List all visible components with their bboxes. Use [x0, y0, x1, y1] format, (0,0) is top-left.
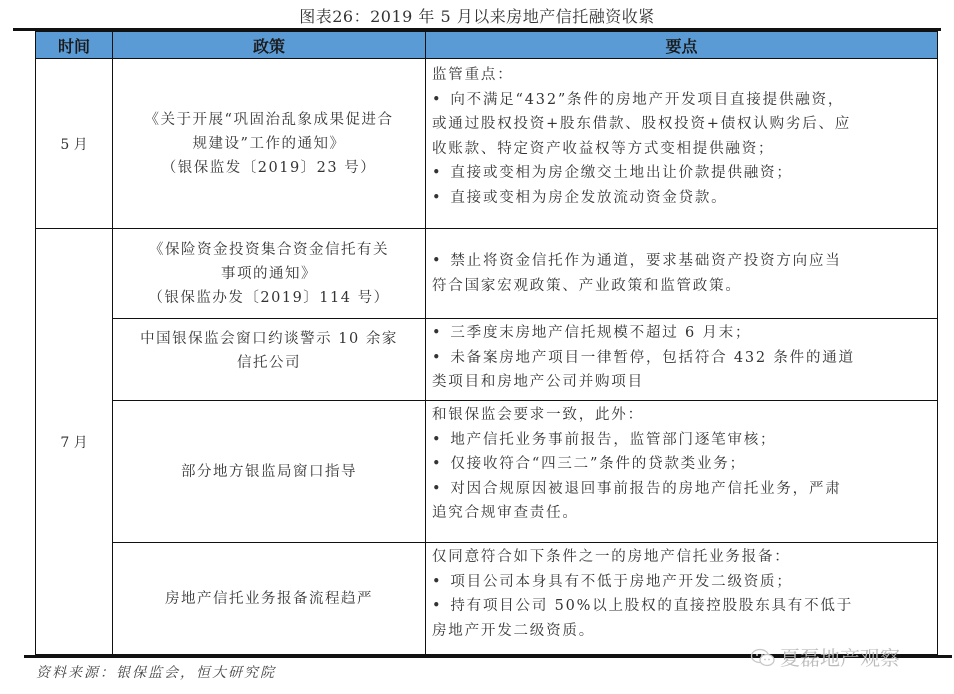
policy-cell	[113, 59, 426, 229]
policy-line: 部分地方银监局窗口指导	[181, 463, 357, 480]
points-cell	[426, 543, 938, 655]
policy-line: 中国银保监会窗口约谈警示 10 余家	[140, 331, 398, 347]
policy-cell	[113, 319, 426, 401]
policy-line: 信托公司	[237, 355, 301, 371]
point-bullet: • 对因合规原因被退回事前报告的房地产信托业务，严肃	[432, 477, 929, 502]
policy-cell	[113, 229, 426, 319]
points-cell	[426, 59, 938, 229]
points-cell	[426, 319, 938, 401]
policy-line: （银保监发〔2019〕23 号）	[161, 159, 377, 176]
point-bullet: • 向不满足“432”条件的房地产开发项目直接提供融资，	[432, 88, 929, 113]
point-line: 类项目和房地产公司并购项目	[432, 374, 644, 390]
source-note: 资料来源：银保监会，恒大研究院	[36, 665, 276, 681]
point-bullet: • 直接或变相为房企发放流动资金贷款。	[432, 186, 929, 211]
policy-table	[35, 31, 938, 655]
table-header-row	[36, 32, 938, 59]
table-row	[36, 229, 938, 319]
point-bullet: • 仅接收符合“四三二”条件的贷款类业务；	[432, 452, 929, 477]
point-line: 或通过股权投资+股东借款、股权投资+债权认购劣后、应	[432, 116, 852, 132]
policy-line: 事项的通知》	[221, 265, 317, 282]
table-row	[36, 59, 938, 229]
watermark	[750, 642, 900, 671]
policy-line: 《保险资金投资集合资金信托有关	[149, 241, 389, 258]
header-points: 要点	[426, 32, 938, 59]
point-bullet: • 项目公司本身具有不低于房地产开发二级资质；	[432, 570, 929, 595]
policy-line: 《关于开展“巩固治乱象成果促进合	[144, 111, 394, 128]
table-row	[36, 401, 938, 543]
point-line: 监管重点：	[432, 67, 514, 83]
header-policy: 政策	[113, 32, 426, 59]
point-line: 房地产开发二级资质。	[432, 622, 595, 639]
policy-line: 房地产信托业务报备流程趋严	[165, 590, 373, 607]
watermark-text: 夏磊地产观察	[780, 646, 900, 670]
policy-cell	[113, 543, 426, 655]
point-line: 收账款、特定资产收益权等方式变相提供融资；	[432, 140, 775, 157]
month-cell: 7 月	[36, 229, 113, 655]
point-bullet: • 三季度末房地产信托规模不超过 6 月末；	[432, 321, 929, 346]
table-row	[36, 543, 938, 655]
policy-cell	[113, 401, 426, 543]
point-bullet: • 地产信托业务事前报告，监管部门逐笔审核；	[432, 428, 929, 453]
point-bullet: • 直接或变相为房企缴交土地出让价款提供融资；	[432, 161, 929, 186]
policy-line: （银保监办发〔2019〕114 号）	[148, 289, 390, 306]
header-time: 时间	[36, 32, 113, 59]
policy-line: 规建设”工作的通知》	[192, 135, 346, 152]
table-row	[36, 319, 938, 401]
figure-title: 图表26：2019 年 5 月以来房地产信托融资收紧	[299, 7, 655, 26]
month-cell: 5 月	[36, 59, 113, 229]
point-bullet: • 禁止将资金信托作为通道，要求基础资产投资方向应当	[432, 249, 929, 274]
point-line: 仅同意符合如下条件之一的房地产信托业务报备：	[432, 549, 791, 565]
wechat-icon	[750, 648, 776, 666]
points-cell	[426, 229, 938, 319]
points-cell	[426, 401, 938, 543]
point-bullet: • 未备案房地产项目一律暂停，包括符合 432 条件的通道	[432, 346, 929, 371]
point-bullet: • 持有项目公司 50%以上股权的直接控股股东具有不低于	[432, 594, 929, 619]
point-line: 和银保监会要求一致，此外：	[432, 407, 644, 423]
point-line: 追究合规审查责任。	[432, 505, 579, 521]
point-line: 符合国家宏观政策、产业政策和监管政策。	[432, 277, 742, 294]
